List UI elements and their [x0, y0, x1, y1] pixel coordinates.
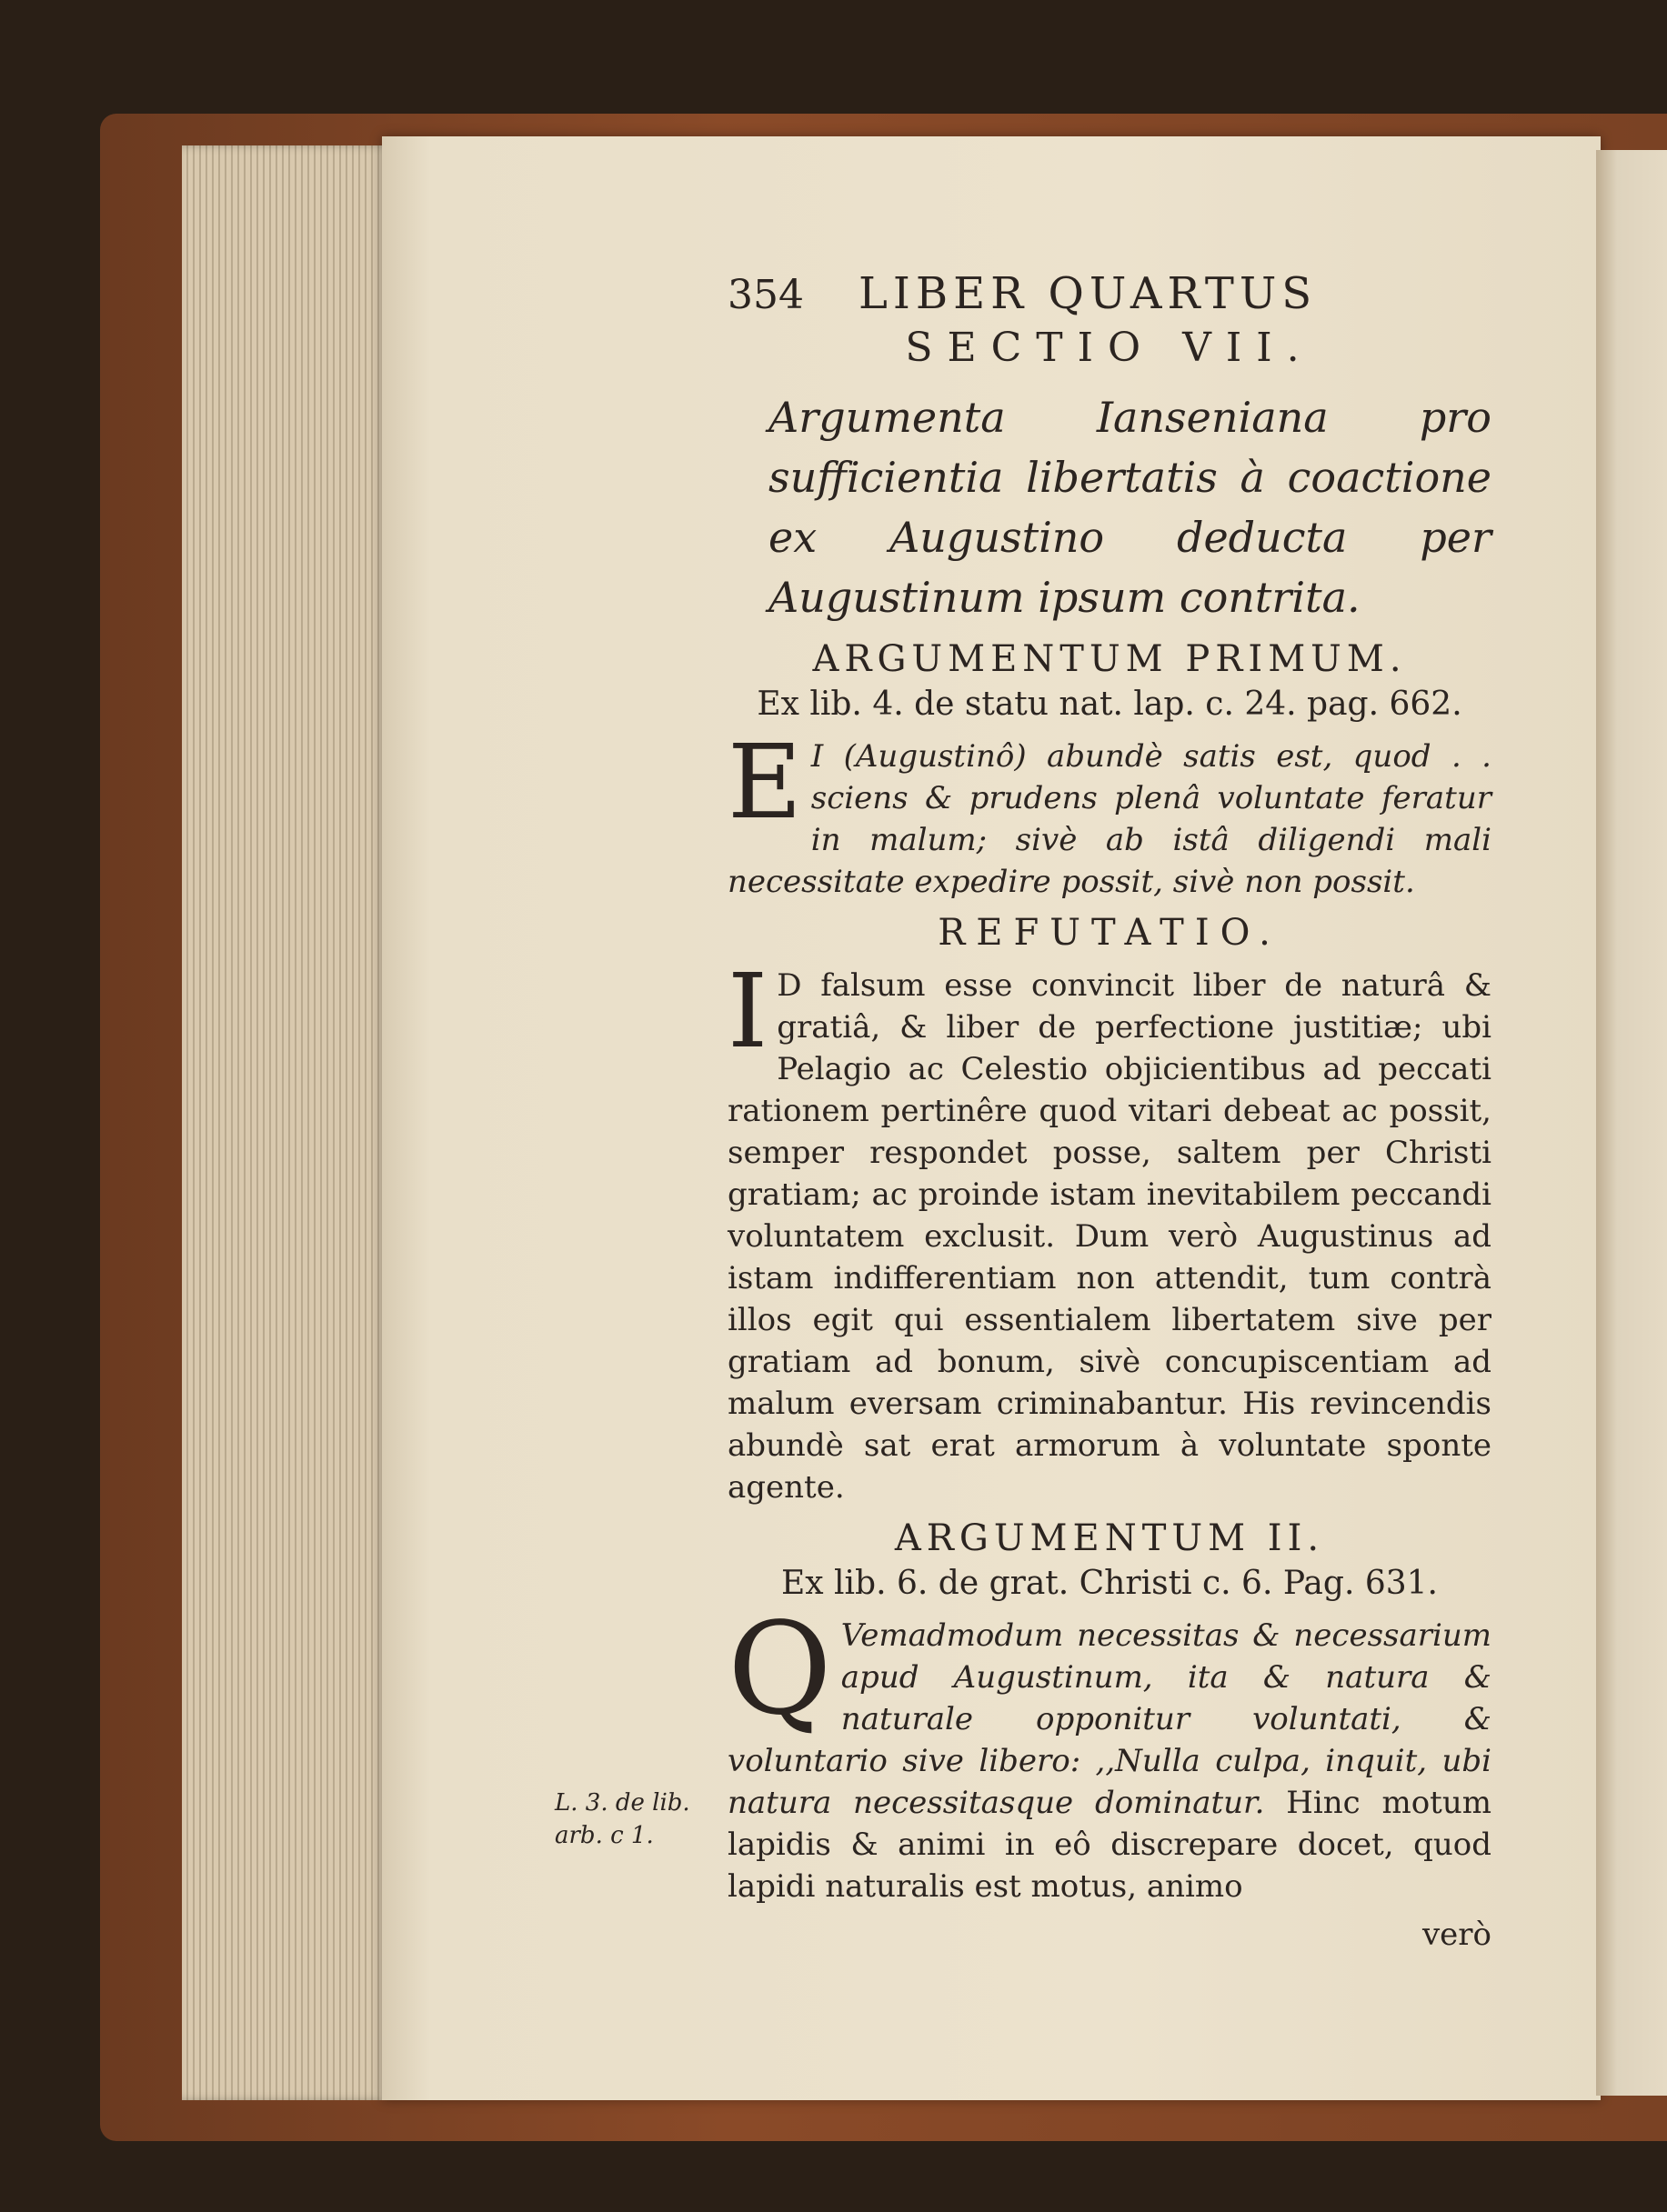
page-number: 354 [728, 272, 804, 318]
catchword: verò [1421, 1917, 1491, 1953]
refutatio-heading: REFUTATIO. [938, 912, 1281, 954]
argument-2-italic: Vemadmodum necessitas & necessarium apud Augustinum, ita & natura & naturale opponitur voluntati, & voluntario sive libero: ,,Nulla culpa, inquit, ubi natura necessitasque dominatur. [728, 1617, 1491, 1821]
margin-note: L. 3. de lib. arb. c 1. [555, 1789, 690, 1849]
section-label: SECTIO VII. [905, 325, 1314, 371]
argument-1-text [728, 724, 1491, 903]
refutatio-body: D falsum esse convincit liber de naturâ & gratiâ, & liber de perfectione justitiæ; ubi Pelagio ac Celestio objicientibus ad peccati rationem pertinêre quod vitari debeat ac possit, semper respondet posse, saltem per Christi gratiam; ac proinde istam inevitabilem peccandi voluntatem exclusit. Dum verò Augustinus ad istam indifferentiam non attendit, tum contrà illos egit qui essentialem libertatem sive per gratiam ad bonum, sivè concupiscentiam ad malum eversam criminabantur. His revincendis abundè sat erat armorum à voluntate sponte agente. [728, 967, 1491, 1506]
dropcap-e: E [728, 724, 802, 842]
argument-2-roman: Hinc motum lapidis & animi in eô discrepare docet, quod lapidi naturalis est motus, animo [728, 1785, 1491, 1905]
argument-1-heading: ARGUMENTUM PRIMUM. [812, 638, 1407, 680]
argument-1-reference: Ex lib. 4. de statu nat. lap. c. 24. pag. 662. [757, 686, 1462, 723]
dropcap-q: Q [728, 1596, 832, 1744]
argument-2-reference: Ex lib. 6. de grat. Christi c. 6. Pag. 631. [781, 1565, 1438, 1602]
section-title: Argumenta Ianseniana pro sufficientia libertatis à coactione ex Augustino deducta per Augustinum ipsum contrita. [768, 393, 1491, 622]
page-edges [182, 145, 400, 2100]
argument-2-heading: ARGUMENTUM II. [894, 1517, 1325, 1559]
running-head [728, 268, 1491, 319]
refutatio-text [728, 953, 1491, 1508]
text-block [728, 268, 1491, 1953]
running-head-title: LIBER QUARTUS [858, 268, 1318, 319]
dropcap-i: I [728, 953, 768, 1071]
facing-page-edge [1596, 150, 1667, 2096]
argument-1-body: I (Augustinô) abundè satis est, quod . . sciens & prudens plenâ voluntate feratur in malum; sivè ab istâ diligendi mali necessitate expedire possit, sivè non possit. [728, 738, 1491, 900]
book-page [382, 136, 1601, 2100]
argument-2-text [728, 1596, 1491, 1907]
